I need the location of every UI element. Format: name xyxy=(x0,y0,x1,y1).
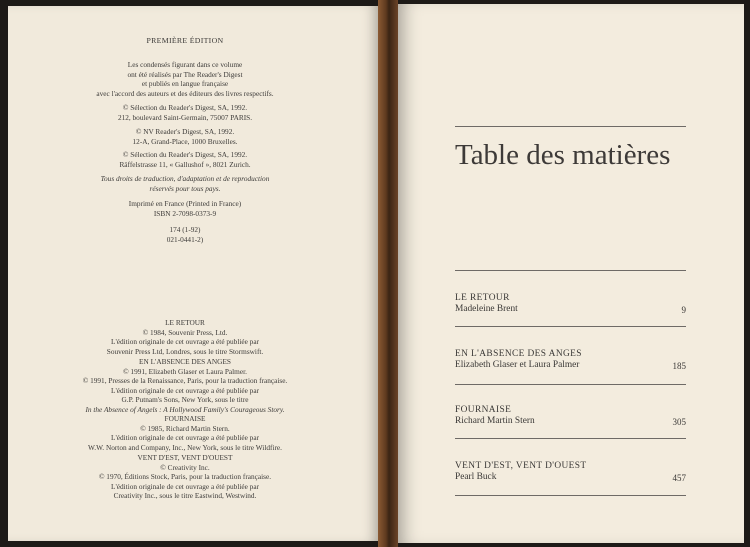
book-credit-line: L'édition originale de cet ouvrage a été publiée par xyxy=(111,385,259,395)
book-credit-line: G.P. Putnam's Sons, New York, sous le titre xyxy=(121,395,249,405)
book-credit-line: L'édition originale de cet ouvrage a été publiée par xyxy=(111,433,259,443)
print-code: 174 (1-92) xyxy=(169,225,201,234)
toc-entry[interactable] xyxy=(455,405,686,427)
copyright-line: © Sélection du Reader's Digest, SA, 1992. xyxy=(122,103,248,112)
book-credit-line: © Creativity Inc. xyxy=(160,462,210,472)
entry-rule xyxy=(455,438,686,439)
book-credit-line: © 1985, Richard Martin Stern. xyxy=(140,423,230,433)
copyright-line: © NV Reader's Digest, SA, 1992. xyxy=(135,127,235,136)
book-credit-line: W.W. Norton and Company, Inc., New York, sous le titre Wildfire. xyxy=(88,442,282,452)
printed-in: Imprimé en France (Printed in France) xyxy=(128,199,242,208)
copyright-brussels xyxy=(0,127,370,146)
book-credit-le-retour xyxy=(0,318,370,356)
book-binding xyxy=(378,0,398,547)
bottom-rule xyxy=(455,495,686,496)
printing-info xyxy=(0,199,370,218)
book-credit-line: Souvenir Press Ltd, Londres, sous le titre Stormswift. xyxy=(106,346,264,356)
toc-entry-page: 305 xyxy=(672,417,686,427)
book-credit-vent-d-est xyxy=(0,453,370,501)
toc-entry-title: LE RETOUR xyxy=(455,293,510,303)
book-credit-title: LE RETOUR xyxy=(165,318,205,327)
book-credit-title: EN L'ABSENCE DES ANGES xyxy=(139,357,231,366)
address-line: 212, boulevard Saint-Germain, 75007 PARIS. xyxy=(117,112,253,122)
toc-entry-author: Madeleine Brent xyxy=(455,304,518,314)
book-credit-title: VENT D'EST, VENT D'OUEST xyxy=(137,453,233,462)
book-credit-line: L'édition originale de cet ouvrage a été publiée par xyxy=(111,481,259,491)
rights-line: Tous droits de traduction, d'adaptation et de reproduction xyxy=(100,174,270,183)
toc-entry-page: 457 xyxy=(672,473,686,483)
isbn: ISBN 2-7098-0373-9 xyxy=(153,208,217,218)
book-credit-line: Creativity Inc., sous le titre Eastwind, Westwind. xyxy=(113,491,257,501)
intro-line: Les condensés figurant dans ce volume xyxy=(127,60,243,69)
book-credit-line: © 1991, Presses de la Renaissance, Paris, pour la traduction française. xyxy=(82,376,288,386)
book-credit-title: FOURNAISE xyxy=(164,414,206,423)
book-credit-line: © 1984, Souvenir Press, Ltd. xyxy=(142,327,228,337)
intro-line: ont été réalisés par The Reader's Digest xyxy=(127,69,243,79)
book-credit-absence-des-anges xyxy=(0,357,370,415)
top-rule xyxy=(455,126,686,127)
copyright-line: © Sélection du Reader's Digest, SA, 1992. xyxy=(122,150,248,159)
book-credit-line: © 1970, Éditions Stock, Paris, pour la traduction française. xyxy=(98,472,272,482)
edition-label: PREMIÈRE ÉDITION xyxy=(146,36,224,45)
toc-entry[interactable] xyxy=(455,349,686,371)
book-credit-line: L'édition originale de cet ouvrage a été publiée par xyxy=(111,337,259,347)
toc-entry-author: Pearl Buck xyxy=(455,472,497,482)
toc-entry-title: VENT D'EST, VENT D'OUEST xyxy=(455,461,587,471)
toc-entry[interactable] xyxy=(455,293,686,315)
intro-block xyxy=(0,60,370,98)
toc-entry-author: Elizabeth Glaser et Laura Palmer xyxy=(455,360,580,370)
title-rule xyxy=(455,270,686,271)
intro-line: avec l'accord des auteurs et des éditeurs des livres respectifs. xyxy=(96,88,274,98)
toc-title: Table des matières xyxy=(455,139,671,171)
entry-rule xyxy=(455,326,686,327)
rights-notice xyxy=(0,174,370,193)
toc-entry-page: 185 xyxy=(672,361,686,371)
address-line: Räffelstrasse 11, « Gallushof », 8021 Zurich. xyxy=(119,159,251,169)
copyright-zurich xyxy=(0,150,370,169)
entry-rule xyxy=(455,384,686,385)
print-code: 021-0441-2) xyxy=(166,234,204,244)
rights-line: réservés pour tous pays. xyxy=(149,183,221,193)
book-credit-fournaise xyxy=(0,414,370,452)
toc-entry-title: EN L'ABSENCE DES ANGES xyxy=(455,349,582,359)
address-line: 12-A, Grand-Place, 1000 Bruxelles. xyxy=(132,136,238,146)
copyright-paris xyxy=(0,103,370,122)
book-credit-line: © 1991, Elizabeth Glaser et Laura Palmer. xyxy=(123,366,247,376)
print-codes xyxy=(0,225,370,244)
toc-entry[interactable] xyxy=(455,461,686,483)
toc-entry-page: 9 xyxy=(681,305,686,315)
book-credit-line: In the Absence of Angels : A Hollywood Family's Courageous Story. xyxy=(85,404,285,414)
intro-line: et publiés en langue française xyxy=(141,79,229,89)
toc-entry-title: FOURNAISE xyxy=(455,405,512,415)
toc-entry-author: Richard Martin Stern xyxy=(455,416,535,426)
